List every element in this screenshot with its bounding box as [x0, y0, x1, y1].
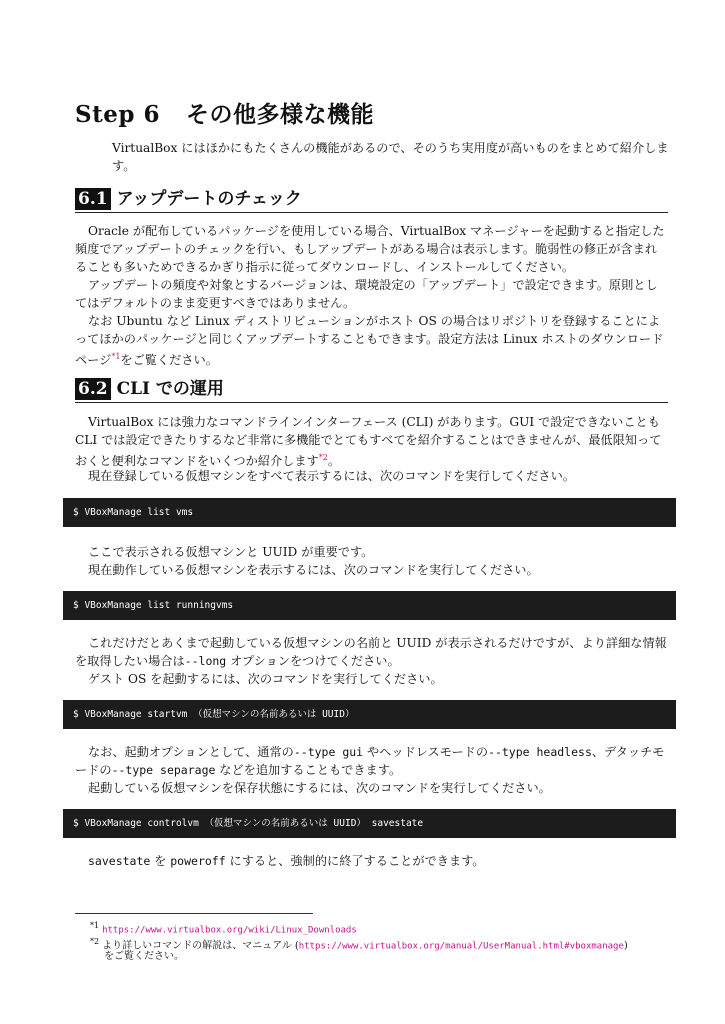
section2-paragraph-5-text: これだけだとあくまで起動している仮想マシンの名前と UUID が表示されるだけですが、より詳細な情報を取得したい場合は	[75, 636, 667, 668]
section2-paragraph-5	[75, 634, 668, 670]
code-block-list-runningvms: $ VBoxManage list runningvms	[63, 591, 676, 620]
code-block-controlvm: $ VBoxManage controlvm （仮想マシンの名前あるいは UUID） savestate	[63, 809, 676, 838]
section2-paragraph-7-c: 、デタッチモードの	[75, 745, 665, 777]
intro-paragraph: VirtualBox にはほかにもたくさんの機能があるので、そのうち実用度が高いものをまとめて紹介します。	[112, 141, 669, 173]
footnote-2-end: )	[623, 940, 628, 952]
section-heading-6-1	[75, 188, 668, 213]
section2-paragraph-2: 現在登録している仮想マシンをすべて表示するには、次のコマンドを実行してください。	[88, 469, 575, 483]
long-option: --long	[184, 654, 227, 668]
section2-paragraph-1	[75, 413, 668, 470]
section2-paragraph-7	[75, 743, 668, 779]
section-title: アップデートのチェック	[116, 189, 302, 209]
type-headless-option: --type headless	[488, 745, 592, 759]
section2-paragraph-9	[75, 852, 668, 870]
section-heading-6-2	[75, 378, 668, 403]
code-block-startvm: $ VBoxManage startvm （仮想マシンの名前あるいは UUID）	[63, 700, 676, 729]
section1-paragraph-3-text: なお Ubuntu など Linux ディストリビューションがホスト OS の場合はリポジトリを登録することによってほかのパッケージと同じくアップデートすることもできます。設定方法は Linux ホストのダウンロードページ	[75, 314, 664, 368]
section2-paragraph-1-text: VirtualBox には強力なコマンドラインインターフェース (CLI) があります。GUI で設定できないことも CLI では設定できたりするなど非常に多機能でとてもすべてを紹介することはできませんが、最低限知っておくと便利なコマンドをいくつか紹介します	[75, 415, 662, 469]
footnote-1-link[interactable]: https://www.virtualbox.org/wiki/Linux_Downloads	[102, 925, 357, 936]
section-title: CLI での運用	[116, 379, 224, 399]
footnote-1-mark: *1	[90, 921, 100, 930]
section2-paragraph-9-a: を	[150, 854, 171, 868]
section2-paragraph-7-b: やヘッドレスモードの	[363, 745, 489, 759]
section2-paragraph-3: ここで表示される仮想マシンと UUID が重要です。	[88, 545, 374, 559]
section2-paragraph-4: 現在動作している仮想マシンを表示するには、次のコマンドを実行してください。	[88, 563, 539, 577]
footnote-ref-1[interactable]: *1	[111, 352, 121, 361]
section1-paragraph-2: アップデートの頻度や対象とするバージョンは、環境設定の「アップデート」で設定できます。原則としてはデフォルトのまま変更すべきではありません。	[75, 278, 658, 310]
chapter-title: その他多様な機能	[185, 101, 374, 128]
footnote-2-text: より詳しいコマンドの解説は、マニュアル (	[102, 940, 299, 952]
chapter-heading	[75, 96, 675, 129]
footnote-2-continuation: をご覧ください。	[104, 951, 184, 962]
chapter-number: Step 6	[75, 101, 160, 128]
section2-paragraph-9-b: にすると、強制的に終了することができます。	[225, 854, 485, 868]
section2-paragraph-7-d: などを追加することもできます。	[215, 763, 402, 777]
section1-paragraph-3-end: をご覧ください。	[120, 353, 218, 368]
savestate-command: savestate	[88, 854, 151, 868]
section2-paragraph-8: 起動している仮想マシンを保存状態にするには、次のコマンドを実行してください。	[88, 781, 551, 795]
footnote-ref-2[interactable]: *2	[318, 453, 328, 462]
section1-paragraph-3	[75, 312, 668, 369]
section-number-badge: 6.1	[75, 188, 111, 210]
footnote-2-mark: *2	[90, 937, 100, 946]
poweroff-command: poweroff	[170, 854, 226, 868]
section-number-badge: 6.2	[75, 378, 111, 400]
code-block-list-vms: $ VBoxManage list vms	[63, 498, 676, 527]
type-separage-option: --type separage	[111, 763, 216, 777]
section2-paragraph-1-end: 。	[327, 454, 341, 469]
type-gui-option: --type gui	[293, 745, 364, 759]
section1-paragraph-1: Oracle が配布しているパッケージを使用している場合、VirtualBox マネージャーを起動すると指定した頻度でアップデートのチェックを行い、もしアップデートがある場合は表示します。脆弱性の修正が含まれることも多いためできるかぎり指示に従ってダウンロードし、インストールしてください。	[75, 224, 665, 274]
footnote-separator	[75, 913, 313, 914]
section2-paragraph-6: ゲスト OS を起動するには、次のコマンドを実行してください。	[88, 672, 443, 686]
section2-paragraph-7-a: なお、起動オプションとして、通常の	[88, 745, 294, 759]
section2-paragraph-5-end: オプションをつけてください。	[226, 654, 400, 668]
footnote-2-link[interactable]: https://www.virtualbox.org/manual/UserManual.html#vboxmanage	[298, 941, 624, 952]
